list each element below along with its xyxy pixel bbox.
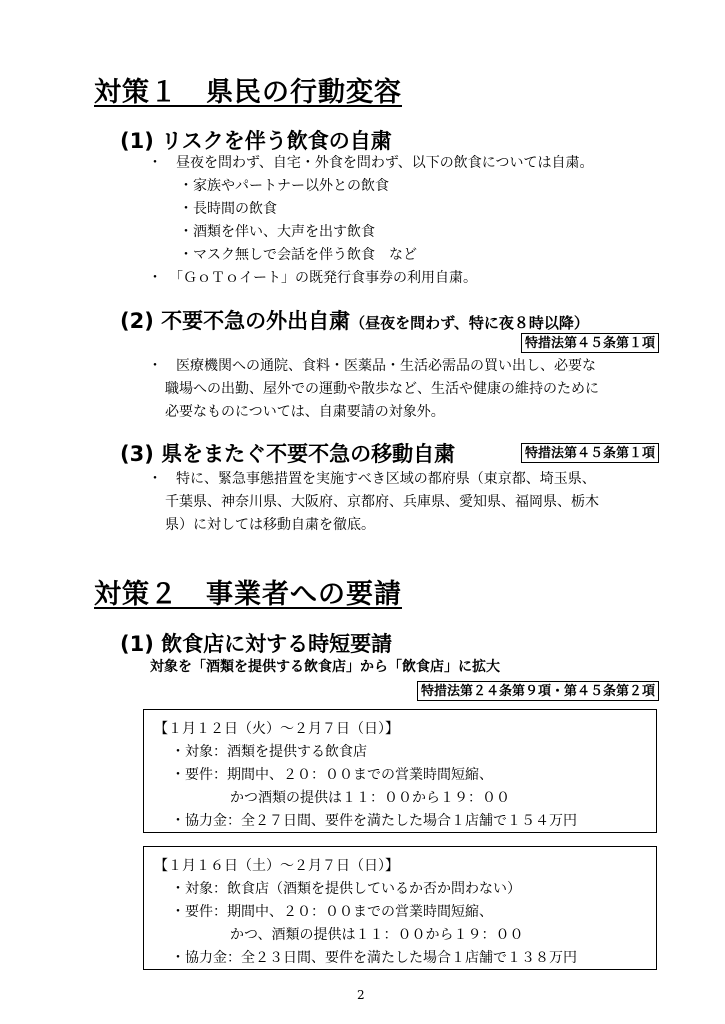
box-requirement-cont: かつ酒類の提供は１１：００から１９：００	[230, 790, 510, 806]
list-item: ・酒類を伴い、大声を出す飲食	[179, 224, 375, 240]
measure1-sec3-line: 県）に対しては移動自粛を徹底。	[165, 517, 375, 533]
box-requirement: ・要件：期間中、２０：００までの営業時間短縮、	[171, 767, 493, 783]
measure1-sec2-note: （昼夜を問わず、特に夜８時以降）	[350, 314, 589, 332]
measure1-sec2-line: ・ 医療機関への通院、食料・医薬品・生活必需品の買い出し、必要な	[148, 358, 596, 374]
measure2-sec1-subtitle: 対象を「酒類を提供する飲食店」から「飲食店」に拡大	[150, 659, 500, 675]
measure1-sec3-heading: (3) 県をまたぐ不要不急の移動自粛	[120, 442, 456, 466]
measure1-sec2-line: 職場への出勤、屋外での運動や散歩など、生活や健康の維持のために	[165, 381, 599, 397]
law-reference-badge: 特措法第４５条第１項	[521, 443, 659, 463]
list-item: ・マスク無しで会話を伴う飲食 など	[179, 247, 417, 263]
measure1-sec3-line: 千葉県、神奈川県、大阪府、京都府、兵庫県、愛知県、福岡県、栃木	[165, 494, 599, 510]
info-box-period2	[143, 846, 657, 970]
box-payment: ・協力金：全２７日間、要件を満たした場合１店舗で１５４万円	[171, 813, 577, 829]
measure1-sec2-line: 必要なものについては、自粛要請の対象外。	[165, 404, 445, 420]
box-target: ・対象：酒類を提供する飲食店	[171, 744, 367, 760]
box-payment: ・協力金：全２３日間、要件を満たした場合１店舗で１３８万円	[171, 950, 577, 966]
box-requirement-cont: かつ、酒類の提供は１１：００から１９：００	[230, 927, 524, 943]
info-box-period1	[143, 709, 657, 833]
measure2-sec1-heading: (1) 飲食店に対する時短要請	[120, 632, 393, 656]
measure1-title: 対策１ 県民の行動変容	[94, 77, 402, 108]
measure2-title: 対策２ 事業者への要請	[94, 579, 402, 610]
list-item: ・長時間の飲食	[179, 201, 277, 217]
page-number: 2	[357, 988, 365, 1002]
measure1-sec1-bullet1: ・ 昼夜を問わず、自宅・外食を問わず、以下の飲食については自粛。	[148, 155, 594, 171]
box-period: 【１月１２日（火）～２月７日（日）】	[154, 721, 399, 737]
list-item: ・家族やパートナー以外との飲食	[179, 178, 389, 194]
law-reference-badge: 特措法第２４条第９項・第４５条第２項	[417, 681, 659, 701]
box-period: 【１月１６日（土）～２月７日（日）】	[154, 858, 399, 874]
measure1-sec1-bullet2: ・ 「ＧｏＴｏイート」の既発行食事券の利用自粛。	[148, 270, 477, 286]
measure1-sec1-heading: (1) リスクを伴う飲食の自粛	[120, 129, 392, 153]
box-requirement: ・要件：期間中、２０：００までの営業時間短縮、	[171, 904, 493, 920]
measure1-sec3-line: ・ 特に、緊急事態措置を実施すべき区域の都府県（東京都、埼玉県、	[148, 471, 596, 487]
measure1-sec2-heading: (2) 不要不急の外出自粛（昼夜を問わず、特に夜８時以降）	[120, 309, 589, 333]
box-target: ・対象：飲食店（酒類を提供しているか否か問わない）	[171, 881, 521, 897]
law-reference-badge: 特措法第４５条第１項	[521, 333, 659, 353]
